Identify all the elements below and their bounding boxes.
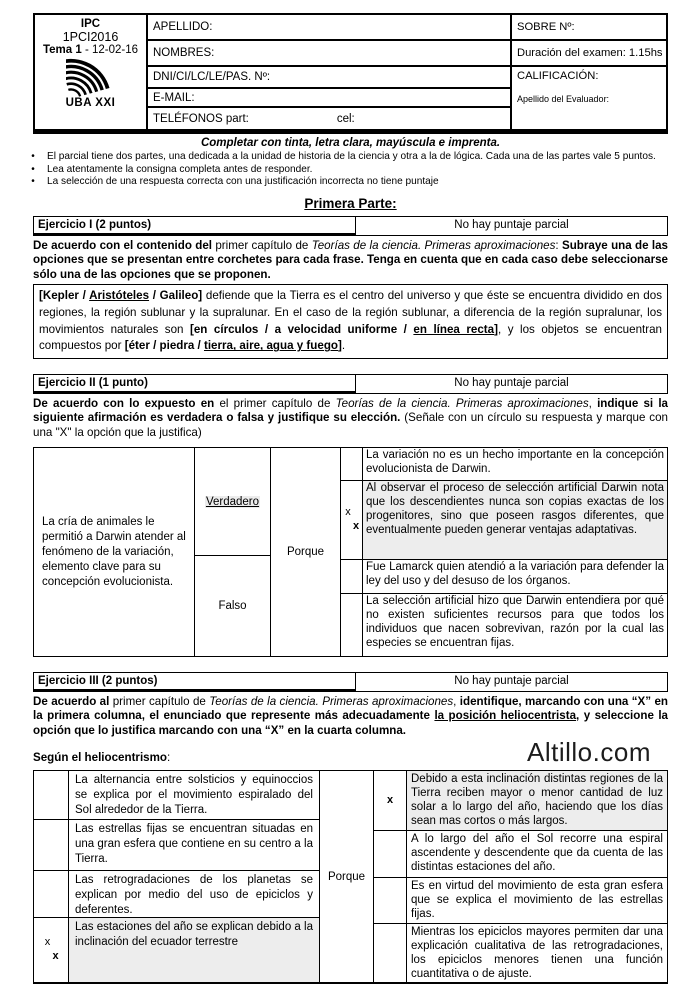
ej2-justification-text: Fue Lamarck quien atendió a la variación para defender la ley del uso y del desuso de los órganos. (366, 561, 664, 587)
exam-topic-date: Tema 1 - 12-02-16 (42, 44, 139, 56)
field-nombres: NOMBRES: (148, 41, 510, 67)
ej3-statement-mark-cell (34, 771, 69, 819)
field-telefonos (148, 108, 510, 129)
ej2-porque-cell: Porque (271, 448, 341, 656)
ej3-statement-row (34, 871, 319, 918)
ej2-option-falso: Falso (218, 600, 247, 613)
ej3-justification-row (374, 878, 667, 924)
ej3-justification-mark-cell (374, 878, 407, 923)
field-telefonos-cel: cel: (336, 112, 355, 125)
field-sobre: SOBRE Nº: (512, 15, 666, 41)
ej3-instructions: De acuerdo al primer capítulo de Teorías de la ciencia. Primeras aproximaciones, identifique, marcando con una “X” en la primera columna, el enunciado que represente más adecuadamente la posición heliocentrista, y seleccione la opción que lo justifica marcando con una “X” en la cuarta columna. (33, 695, 668, 737)
ej2-label: Ejercicio II (1 punto) (34, 375, 356, 393)
ej2-instructions: De acuerdo con lo expuesto en el primer capítulo de Teorías de la ciencia. Primeras aproximaciones, indique si la siguiente afirmación es verdadera o falsa y justifique su elección. (Señale con un círculo su respuesta y marque con una "X" la opción que la justifica) (33, 396, 669, 439)
field-dni: DNI/CI/LC/LE/PAS. Nº: (148, 67, 510, 89)
ej3-justification-row (374, 771, 667, 831)
ej3-statement-text: Las estrellas fijas se encuentran situadas en una gran esfera que contiene en su centro a la Tierra. (75, 823, 313, 866)
ej3-statement-text: La alternancia entre solsticios y equinoccios se explica por el movimiento espiralado del Sol alrededor de la Tierra. (75, 774, 313, 817)
grading-fields (510, 15, 666, 129)
altillo-watermark: Altillo.com (527, 737, 651, 767)
ej2-verdadero-marked: Verdadero (205, 495, 260, 508)
exam-duration: Duración del examen: 1.15hs (512, 41, 666, 67)
ej2-justification-row (341, 594, 667, 656)
instruction-item (19, 151, 668, 164)
instruction-text: El parcial tiene dos partes, una dedicada a la unidad de historia de la ciencia y otra a la de lógica. Cada una de las partes vale 5 puntos. (47, 151, 656, 162)
ej3-no-partial: No hay puntaje parcial (454, 675, 569, 688)
ej2-true-false-column (194, 448, 271, 656)
page-content (33, 13, 668, 984)
ej3-justification-row (374, 831, 667, 877)
ej3-statement-row (34, 918, 319, 982)
ej3-justification-row (374, 924, 667, 982)
ej2-justification-text: La selección artificial hizo que Darwin entendiera por qué no existen suficientes recursos para que todos los individuos que nacen sobrevivan, razón por la cual las especies se encuentran fijas. (366, 595, 664, 649)
exam-header-table (33, 13, 668, 134)
field-email: E-MAIL: (148, 89, 510, 108)
course-code: IPC (80, 18, 101, 30)
field-apellido: APELLIDO: (148, 15, 510, 41)
field-telefonos-part: TELÉFONOS part: (153, 112, 249, 125)
ej3-statement-mark-cell (34, 820, 69, 870)
ej3-justification-text: Mientras los epiciclos mayores permiten dar una explicación cualitativa de las retrogradaciones, los epiciclos menores tienen una función cuantitativa o de ajuste. (411, 926, 663, 981)
ej2-mark-cell (341, 560, 363, 593)
field-calificacion: CALIFICACIÓN: (517, 70, 599, 82)
student-fields (148, 15, 510, 129)
ej1-instructions: De acuerdo con el contenido del primer capítulo de Teorías de la ciencia. Primeras aproximaciones: Subraye una de las opciones que se presentan entre corchetes para cada frase. Tenga en cuenta que en cada caso debe seleccionarse sólo una de las opciones que se proponen. (33, 239, 668, 281)
ej3-justification-text: Debido a esta inclinación distintas regiones de la Tierra reciben mayor o menor cantidad de luz solar a lo largo del año, haciendo que los días sean mas cortos o más largos. (407, 771, 667, 830)
instruction-item (19, 164, 668, 177)
ej3-statement-row (34, 820, 319, 871)
ej3-justification-text: Es en virtud del movimiento de esta gran esfera que se explica el movimiento de las estrellas fijas. (411, 879, 663, 920)
ej3-statement-text: Las retrogradaciones de los planetas se explican por medio del uso de epiciclos y deferentes. (75, 874, 313, 917)
ej3-statements-column (34, 771, 319, 982)
ej2-no-partial: No hay puntaje parcial (454, 376, 569, 389)
exam-id-block (35, 15, 148, 129)
ej2-mark-cell: x x (341, 481, 363, 559)
ej3-statement-row (34, 771, 319, 820)
ej2-justification-text: Al observar el proceso de selección artificial Darwin nota que los descendientes nunca son copias exactas de los progenitores, sino que poseen rasgos diferentes, que eventualmente pueden generar ventajas adaptativas. (363, 481, 667, 559)
ej2-table (33, 447, 668, 657)
ej3-justification-mark-cell (374, 831, 407, 876)
field-evaluador: Apellido del Evaluador: (517, 94, 610, 104)
field-calificacion-cell (512, 67, 666, 129)
general-instructions (19, 151, 668, 189)
ej3-statement-mark-cell (34, 871, 69, 917)
ej2-justification-row (341, 481, 667, 560)
ej2-justification-row (341, 560, 667, 594)
bullet-icon: • (31, 176, 35, 188)
instruction-text: La selección de una respuesta correcta con una justificación incorrecta no tiene puntaje (47, 176, 439, 188)
ej3-porque-cell: Porque (319, 771, 374, 982)
ej3-statement-mark-cell: x x (34, 918, 69, 982)
fill-in-notice: Completar con tinta, letra clara, mayúscula e imprenta. (200, 137, 501, 149)
part-title: Primera Parte: (304, 196, 397, 212)
ej1-header-row (33, 216, 668, 236)
ej2-header-row (33, 374, 668, 394)
exam-code: 1PCI2016 (62, 30, 119, 44)
ej3-justification-mark-cell (374, 924, 407, 982)
ej3-header-row (33, 672, 668, 692)
ej3-statement-text: Las estaciones del año se explican debido a la inclinación del ecuador terrestre (69, 918, 319, 982)
ej1-label: Ejercicio I (2 puntos) (34, 217, 356, 235)
ej3-justification-mark-cell: x (374, 771, 407, 830)
ej1-bracket-exercise: [Kepler / Aristóteles / Galileo] defiende que la Tierra es el centro del universo y que éste se encuentra dividido en dos regiones, la región sublunar y la supralunar. En el caso de la región sublunar, a diferencia de la región supralunar, los movimientos naturales son [en círculos / a velocidad uniforme / en línea recta], y los objetos se encuentran compuestos por [éter / piedra / tierra, aire, agua y fuego]. (33, 284, 668, 359)
ej2-justification-row (341, 448, 667, 481)
uba-xxi-logo (66, 57, 116, 99)
ej3-justification-text: A lo largo del año el Sol recorre una espiral ascendente y descendente que da cuenta de las distintas estaciones del año. (411, 833, 663, 874)
ej2-justifications (341, 448, 667, 656)
uba-xxi-label: UBA XXI (65, 97, 116, 109)
ej2-option-verdadero (195, 448, 270, 556)
ej3-justifications-column (374, 771, 667, 982)
ej2-mark-cell (341, 594, 363, 656)
ej2-justification-text: La variación no es un hecho importante en la concepción evolucionista de Darwin. (366, 449, 664, 475)
bullet-icon: • (31, 163, 35, 175)
ej2-statement: La cría de animales le permitió a Darwin atender al fenómeno de la variación, elemento clave para su concepción evolucionista. (42, 515, 186, 588)
instruction-text: Lea atentamente la consigna completa antes de responder. (47, 163, 313, 175)
ej2-mark-cell (341, 448, 363, 480)
ej3-table (33, 770, 668, 984)
ej3-label: Ejercicio III (2 puntos) (34, 673, 356, 691)
bullet-icon: • (31, 151, 35, 162)
ej1-no-partial: No hay puntaje parcial (454, 219, 569, 232)
instruction-item (19, 176, 668, 189)
ej3-subtitle: Según el heliocentrismo: (33, 751, 171, 765)
